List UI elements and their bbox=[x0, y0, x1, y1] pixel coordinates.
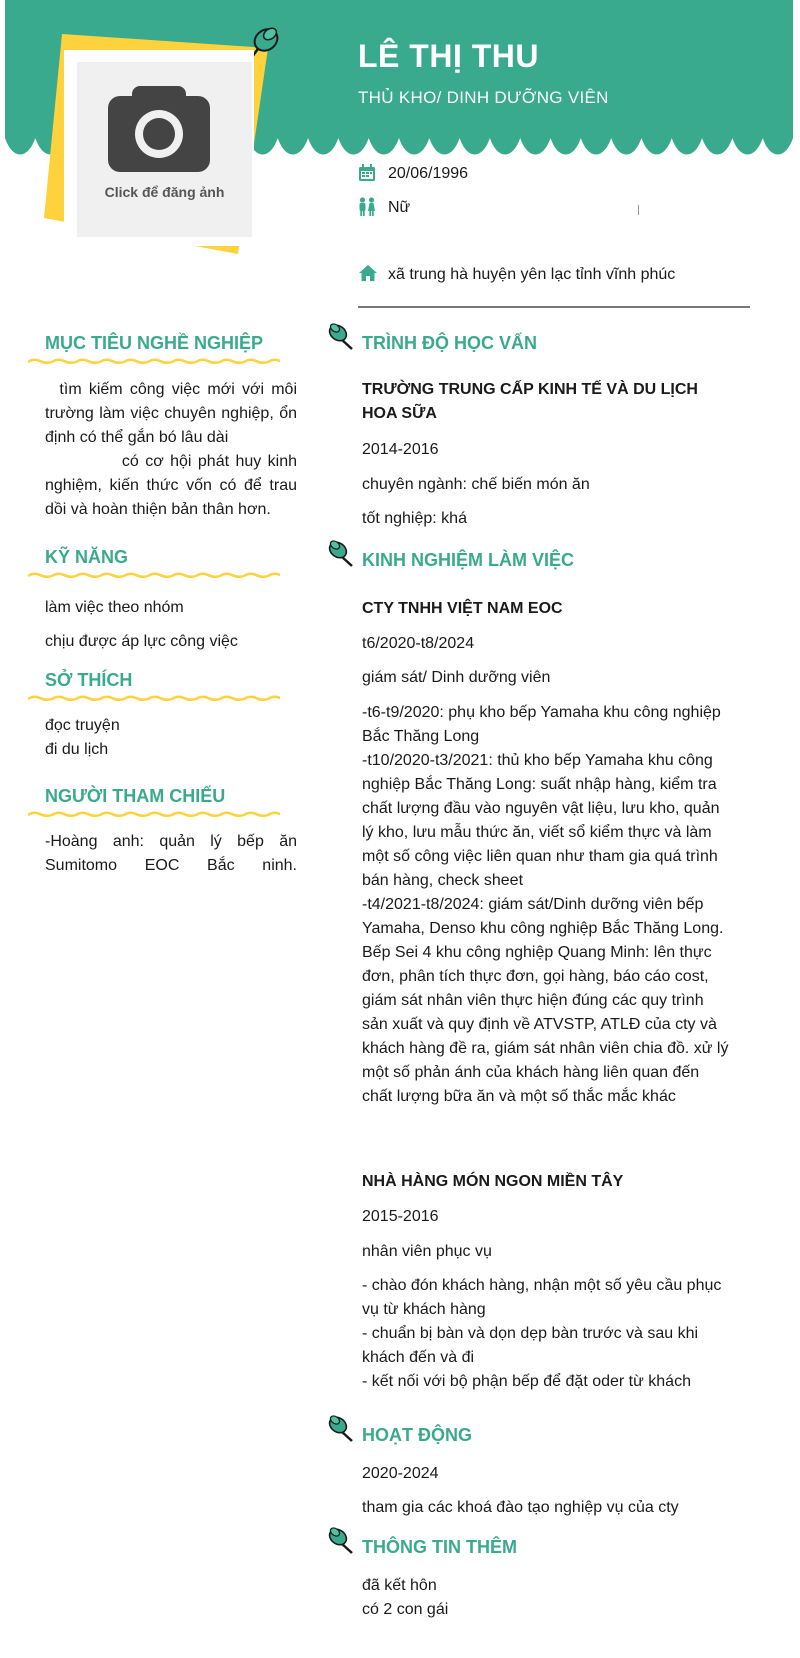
activities-text: tham gia các khoá đào tạo nghiệp vụ của cty bbox=[362, 1499, 679, 1516]
candidate-name: LÊ THỊ THU bbox=[358, 38, 539, 74]
education-heading: TRÌNH ĐỘ HỌC VẤN bbox=[362, 333, 537, 353]
contact-divider bbox=[358, 306, 750, 308]
company-name: NHÀ HÀNG MÓN NGON MIỀN TÂY bbox=[362, 1173, 624, 1190]
job-period: 2015-2016 bbox=[362, 1208, 439, 1225]
objective-underline bbox=[28, 356, 280, 366]
activities-heading: HOẠT ĐỘNG bbox=[362, 1425, 472, 1445]
pushpin-icon bbox=[328, 539, 354, 567]
skills-underline bbox=[28, 570, 280, 580]
references-underline bbox=[28, 809, 280, 819]
job-details bbox=[362, 701, 732, 1109]
school-name: TRƯỜNG TRUNG CẤP KINH TẾ VÀ DU LỊCH HOA SỮA bbox=[362, 381, 698, 422]
additional-item: đã kết hôn bbox=[362, 1577, 437, 1594]
skills-heading: KỸ NĂNG bbox=[45, 547, 129, 567]
objective-line-2: có cơ hội phát huy kinh nghiệm, kiến thức vốn có để trau dồi và hoàn thiện bản thân hơn. bbox=[45, 453, 302, 518]
hobby-item: đọc truyện bbox=[45, 717, 120, 734]
job-details bbox=[362, 1274, 732, 1394]
camera-icon bbox=[108, 84, 210, 174]
company-name: CTY TNHH VIỆT NAM EOC bbox=[362, 600, 563, 617]
calendar-icon bbox=[358, 164, 376, 182]
education-period: 2014-2016 bbox=[362, 441, 439, 458]
hobbies-underline bbox=[28, 693, 280, 703]
job-detail-line: -t4/2021-t8/2024: giám sát/Dinh dưỡng viên bếp Yamaha, Denso khu công nghiệp Bắc Thăng Long. Bếp Sei 4 khu công nghiệp Quang Minh: lên thực đơn, phân tích thực đơn, gọi hàng, báo cáo cost, giám sát nhân viên thực hiện đúng các quy trình sản xuất và quy định về ATVSTP, ATLĐ của cty và khách hàng đề ra, giám sát nhân viên chia đồ. xử lý một số phản ánh của khách hàng liên quan đến chất lượng bữa ăn và một số thắc mắc khác bbox=[362, 896, 729, 1105]
objective-line-1: tìm kiếm công việc mới với môi trường làm việc chuyên nghiệp, ổn định có thể gắn bó lâu dài bbox=[45, 381, 302, 446]
additional-heading: THÔNG TIN THÊM bbox=[362, 1537, 517, 1557]
references-text: -Hoàng anh: quản lý bếp ăn Sumitomo EOC Bắc ninh. bbox=[45, 833, 297, 874]
hobby-item: đi du lịch bbox=[45, 741, 109, 758]
job-title: THỦ KHO/ DINH DƯỠNG VIÊN bbox=[358, 88, 609, 107]
job-detail-line: -t6-t9/2020: phụ kho bếp Yamaha khu công nghiệp Bắc Thăng Long bbox=[362, 704, 721, 745]
job-detail-line: - kết nối với bộ phận bếp để đặt oder từ khách bbox=[362, 1373, 691, 1390]
skill-item: làm việc theo nhóm bbox=[45, 599, 184, 616]
activities-period: 2020-2024 bbox=[362, 1465, 439, 1482]
divider-tick bbox=[638, 205, 639, 215]
job-detail-line: -t10/2020-t3/2021: thủ kho bếp Yamaha khu công nghiệp Bắc Thăng Long: suất nhập hàng, kiểm tra chất lượng đầu vào nguyên vật liệu, lưu kho, quản lý kho, lưu mẫu thức ăn, viết sổ kiểm thực và làm một số công việc liên quan như tham gia quá trình bán hàng, check sheet bbox=[362, 752, 720, 889]
hobbies-heading: SỞ THÍCH bbox=[45, 670, 133, 690]
photo-upload-caption[interactable]: Click để đăng ảnh bbox=[104, 184, 225, 200]
job-detail-line: - chào đón khách hàng, nhận một số yêu cầu phục vụ từ khách hàng bbox=[362, 1277, 722, 1318]
job-position: giám sát/ Dinh dưỡng viên bbox=[362, 669, 551, 686]
pushpin-icon bbox=[328, 1414, 354, 1442]
gender: Nữ bbox=[388, 199, 411, 216]
pushpin-icon bbox=[328, 1526, 354, 1554]
education-grade: tốt nghiệp: khá bbox=[362, 510, 467, 527]
job-position: nhân viên phục vụ bbox=[362, 1243, 492, 1260]
pushpin-icon bbox=[328, 322, 354, 350]
birthday: 20/06/1996 bbox=[388, 165, 469, 182]
photo-upload-area[interactable] bbox=[77, 62, 252, 237]
objective-heading: MỤC TIÊU NGHỀ NGHIỆP bbox=[45, 333, 264, 353]
references-heading: NGƯỜI THAM CHIẾU bbox=[45, 786, 226, 806]
objective-text bbox=[45, 378, 302, 522]
job-period: t6/2020-t8/2024 bbox=[362, 635, 475, 652]
address: xã trung hà huyện yên lạc tỉnh vĩnh phúc bbox=[388, 266, 676, 283]
home-icon bbox=[358, 264, 378, 282]
education-major: chuyên ngành: chế biến món ăn bbox=[362, 476, 590, 493]
additional-item: có 2 con gái bbox=[362, 1601, 449, 1618]
experience-heading: KINH NGHIỆM LÀM VIỆC bbox=[362, 550, 575, 570]
skill-item: chịu được áp lực công việc bbox=[45, 633, 238, 650]
job-detail-line: - chuẩn bị bàn và dọn dẹp bàn trước và sau khi khách đến và đi bbox=[362, 1325, 699, 1366]
gender-icon bbox=[358, 197, 376, 217]
